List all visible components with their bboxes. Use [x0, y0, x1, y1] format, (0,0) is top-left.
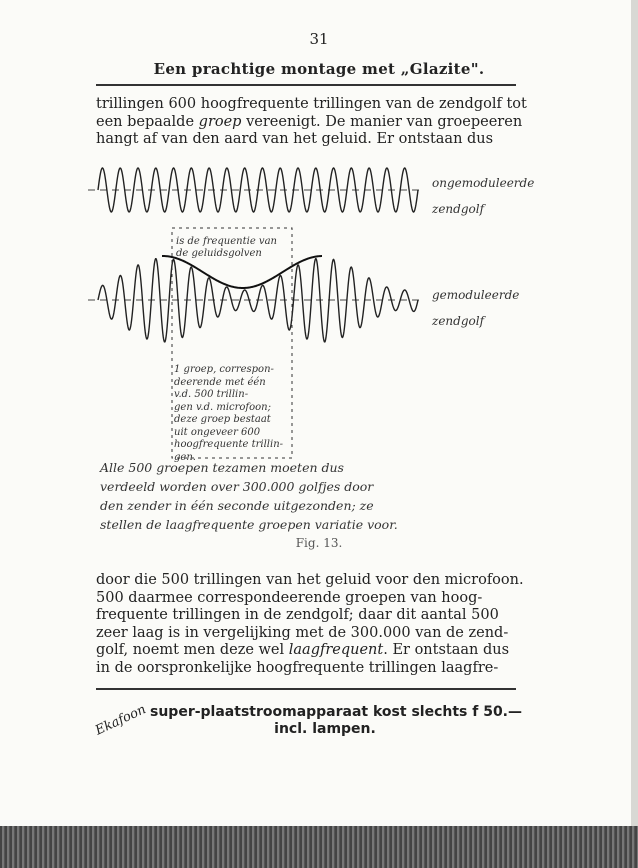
modulation-envelope [162, 256, 322, 288]
note-group: 1 groep, correspon- deerende met één v.d. 500 trillin- gen v.d. microfoon; deze groep bestaat uit ongeveer 600 hoogfrequente trillin- gen. [174, 364, 284, 463]
wave-figure [0, 150, 638, 510]
ad-line-1: super-plaatstroomapparaat kost slechts f 50.— [150, 704, 523, 720]
label-unmodulated: ongemoduleerde zendgolf [432, 176, 535, 216]
ekafoon-logo [92, 702, 149, 742]
body-paragraph [96, 572, 524, 677]
label-modulated: gemoduleerde zendgolf [432, 288, 520, 328]
figure-caption: Fig. 13. [295, 536, 343, 550]
svg-text:Ekafoon: Ekafoon [93, 702, 149, 739]
intro-line-2: een bepaalde groep vereenigt. De manier van groepeeren [96, 113, 523, 130]
intro-paragraph [96, 96, 527, 149]
advertisement [150, 704, 522, 738]
page-edge [631, 0, 638, 826]
intro-line-3: hangt af van den aard van het geluid. Er ontstaan dus [96, 131, 494, 147]
body-line-1: door die 500 trillingen van het geluid voor den microfoon. [96, 572, 524, 588]
body-line-4: zeer laag is in vergelijking met de 300.000 van de zend- [96, 624, 509, 641]
footer-rule [96, 688, 516, 690]
note-bottom: Alle 500 groepen tezamen moeten dus verdeeld worden over 300.000 golfjes door den zender in één seconde uitgezonden; ze stellen de laagfrequente groepen variatie voor. [100, 460, 398, 532]
page-title: Een prachtige montage met „Glazite". [153, 60, 485, 78]
header-rule [96, 84, 516, 86]
body-line-5: golf, noemt men deze wel laagfrequent. Er ontstaan dus [96, 642, 510, 658]
page-number: 31 [309, 30, 329, 48]
body-line-3: frequente trillingen in de zendgolf; daar dit aantal 500 [96, 607, 499, 623]
scan-edge [0, 826, 638, 868]
note-frequency: is de frequentie van de geluidsgolven [176, 236, 277, 259]
body-line-6: in de oorspronkelijke hoogfrequente trillingen laagfre- [96, 659, 499, 676]
intro-line-1: trillingen 600 hoogfrequente trillingen van de zendgolf tot [96, 96, 527, 112]
body-line-2: 500 daarmee correspondeerende groepen van hoog- [96, 589, 483, 606]
ad-line-2: incl. lampen. [274, 721, 376, 737]
